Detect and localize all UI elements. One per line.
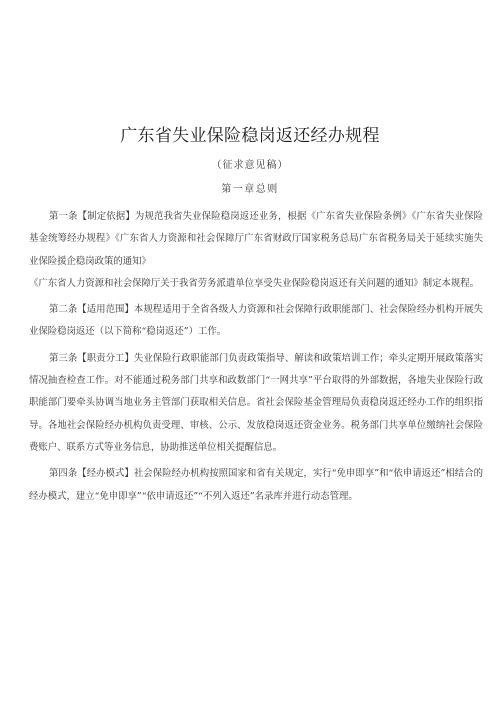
chapter-heading: 第一章总则 — [221, 184, 279, 195]
document-subtitle: （征求意见稿） — [211, 160, 289, 171]
document-title: 广东省失业保险稳岗返还经办规程 — [120, 126, 380, 146]
paragraph-article-3: 第三条【职责分工】失业保险行政职能部门负责政策指导、解读和政策培训工作；牵头定期开展政策落实情况抽查检查工作。对不能通过税务部门共享和政数部门“一网共享”平台取得的外部数据，各地失业保险行政职能部门要牵头协调当地业务主管部门获取相关信息。省社会保险基金管理局负责稳岗返还经办工作的组织指导。各地社会保险经办机构负责受理、审核、公示、发放稳岗返还资金业务。税务部门共享单位缴纳社会保险费账户、联系方式等业务信息，协助推送单位相关提醒信息。 — [29, 352, 483, 453]
paragraph-article-2: 第二条【适用范围】本规程适用于全省各级人力资源和社会保障行政职能部门、社会保险经办机构开展失业保险稳岗返还（以下简称“稳岗返还”）工作。 — [29, 304, 483, 338]
document-body — [29, 206, 483, 508]
paragraph-article-1: 第一条【制定依据】为规范我省失业保险稳岗返还业务，根据《广东省失业保险条例》《广东省失业保险基金统筹经办规程》《广东省人力资源和社会保障厅广东省财政厅国家税务总局广东省税务局关于延续实施失业保险援企稳岗政策的通知》 — [29, 211, 483, 267]
paragraph-article-4: 第四条【经办模式】社会保险经办机构按照国家和省有关规定，实行“免申即享”和“依申请返还”相结合的经办模式，建立“免申即享”“依申请返还”“不列入返还”名录库并进行动态管理。 — [29, 468, 483, 502]
paragraph-article-1-continued: 《广东省人力资源和社会保障厅关于我省劳务派遣单位享受失业保险稳岗返还有关问题的通知》制定本规程。 — [29, 277, 480, 289]
